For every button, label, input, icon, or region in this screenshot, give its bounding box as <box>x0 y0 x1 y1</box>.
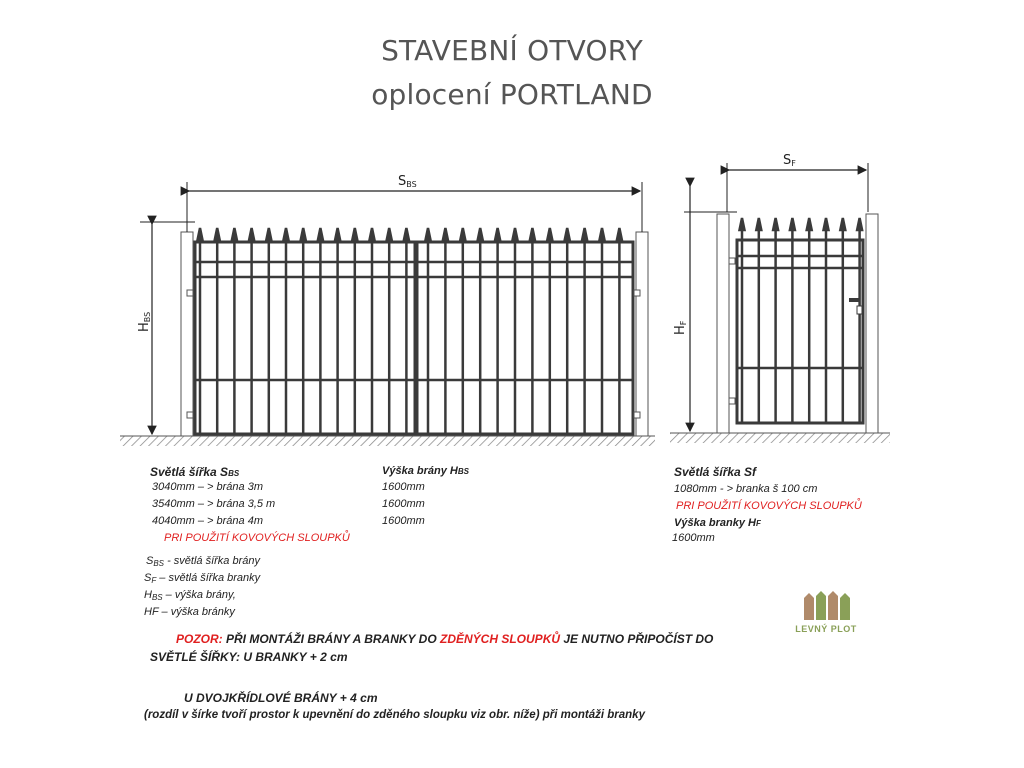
wicket-picket-tip <box>740 218 745 230</box>
gate-picket-tip <box>249 228 254 240</box>
gate-picket-tip <box>582 228 587 240</box>
legend-item-1: $S_{BS}$ - světlá šířka brány <box>146 555 260 568</box>
gate-picket-tip <box>232 228 237 240</box>
gate-leaf-right <box>417 242 633 434</box>
wicket-ground <box>670 433 890 443</box>
gate-picket-tip <box>530 228 535 240</box>
wicket-picket-tip <box>773 218 778 230</box>
gate-ground <box>120 436 655 446</box>
warning-line-3: U DVOJKŘÍDLOVÉ BRÁNY + 4 cm <box>184 691 378 705</box>
wicket-spec-note: PRI POUŽITÍ KOVOVÝCH SLOUPKŮ <box>676 500 862 512</box>
title-line-1: STAVEBNÍ OTVORY <box>381 34 643 67</box>
legend-item-2: $S_F$ – světlá šířka branky <box>144 572 261 585</box>
gate-picket-tip <box>600 228 605 240</box>
wicket-picket-tip <box>824 218 829 230</box>
wicket-hinge-bottom <box>729 398 735 404</box>
gate-picket-tip <box>284 228 289 240</box>
gate-hinge-right-top <box>634 290 640 296</box>
wicket-hinge-top <box>729 258 735 264</box>
gate-height-label: HBS <box>137 311 152 332</box>
wicket-picket-tip <box>756 218 761 230</box>
gate-hinge-top <box>187 290 193 296</box>
wicket-post-right <box>866 214 878 433</box>
gate-height-row-1: 1600mm <box>382 481 425 493</box>
gate-spec-row-3: 4040mm – > brána 4m <box>152 515 263 527</box>
gate-picket-tip <box>335 228 340 240</box>
gate-width-heading-sub: BS <box>228 469 240 478</box>
gate-post-right <box>636 232 648 436</box>
wicket-pickets <box>740 218 863 423</box>
gate-spec-row-1: 3040mm – > brána 3m <box>152 481 263 493</box>
warning-line-2: SVĚTLÉ ŠÍŘKY: U BRANKY + 2 cm <box>150 650 348 664</box>
warning-line-4: (rozdíl v šírke tvoří prostor k upevnění do zděného sloupku viz obr. níže) při montáži branky <box>144 709 645 721</box>
gate-picket-tip <box>266 228 271 240</box>
gate-picket-tip <box>565 228 570 240</box>
warning-line-1: POZOR: PŘI MONTÁŽI BRÁNY A BRANKY DO ZDĚNÝCH SLOUPKŮ JE NUTNO PŘIPOČÍST DO <box>176 632 714 646</box>
gate-picket-tip <box>478 228 483 240</box>
wicket-rails <box>737 256 863 368</box>
gate-height-heading: Výška brány HBS <box>382 465 469 477</box>
gate-spec-note: PRI POUŽITÍ KOVOVÝCH SLOUPKŮ <box>164 532 350 544</box>
wicket-lock <box>857 306 862 314</box>
gate-picket-tip <box>215 228 220 240</box>
gate-picket-tip <box>198 228 203 240</box>
wicket-post-left <box>717 214 729 433</box>
gate-width-label: SBS <box>398 174 417 189</box>
gate-height-row-2: 1600mm <box>382 498 425 510</box>
gate-height-heading-sub: BS <box>457 467 469 476</box>
wicket-height-heading-sub: F <box>755 519 761 528</box>
gate-picket-tip <box>370 228 375 240</box>
wicket-width-heading: Světlá šířka Sf <box>674 465 757 479</box>
title-line-2: oplocení PORTLAND <box>371 78 653 111</box>
gate-picket-tip <box>547 228 552 240</box>
wicket-width-label: SF <box>783 153 796 168</box>
gate-pickets <box>198 228 622 434</box>
gate-hinge-bottom <box>187 412 193 418</box>
gate-spec-row-2: 3540mm – > brána 3,5 m <box>152 498 276 510</box>
wicket-height-label: HF <box>673 320 688 335</box>
wicket-height-heading: Výška branky HF <box>674 517 761 529</box>
gate-leaf-left <box>195 242 415 434</box>
gate-picket-tip <box>426 228 431 240</box>
gate-hinge-right-bottom <box>634 412 640 418</box>
gate-picket-tip <box>318 228 323 240</box>
logo-text: LEVNÝ PLOT <box>795 624 857 634</box>
wicket-handle <box>849 298 859 302</box>
legend-item-4: HF – výška bránky <box>144 606 235 618</box>
gate-post-left <box>181 232 193 436</box>
gate-picket-tip <box>513 228 518 240</box>
wicket-picket-tip <box>790 218 795 230</box>
gate-picket-tip <box>460 228 465 240</box>
gate-picket-tip <box>617 228 622 240</box>
gate-picket-tip <box>443 228 448 240</box>
gate-height-row-3: 1600mm <box>382 515 425 527</box>
gate-picket-tip <box>387 228 392 240</box>
wicket-picket-tip <box>807 218 812 230</box>
double-gate <box>120 174 655 446</box>
gate-width-heading: Světlá šířka SBS <box>150 465 240 479</box>
gate-picket-tip <box>404 228 409 240</box>
wicket-picket-tip <box>840 218 845 230</box>
wicket-spec-row: 1080mm - > branka š 100 cm <box>674 483 818 495</box>
gate-picket-tip <box>495 228 500 240</box>
wicket-height-value: 1600mm <box>672 532 715 544</box>
wicket-gate <box>670 153 890 443</box>
legend-item-3: $H_{BS}$ – výška brány, <box>144 589 236 602</box>
gate-picket-tip <box>352 228 357 240</box>
gate-picket-tip <box>301 228 306 240</box>
wicket-picket-tip <box>857 218 862 230</box>
